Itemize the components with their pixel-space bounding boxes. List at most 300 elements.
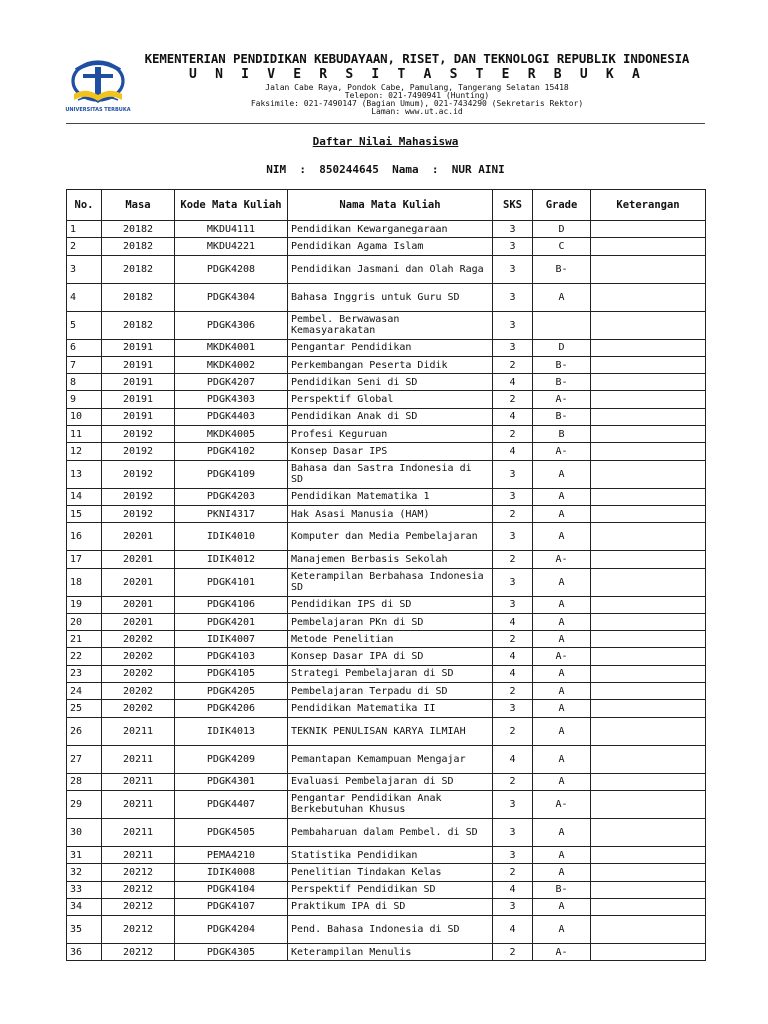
cell-grade: D — [533, 339, 591, 356]
cell-nama: Perspektif Global — [288, 391, 493, 408]
cell-masa: 20191 — [102, 374, 175, 391]
phone-line: Telepon: 021-7490941 (Hunting) — [344, 91, 490, 100]
cell-nama: Konsep Dasar IPS — [288, 443, 493, 460]
cell-grade: A — [533, 700, 591, 717]
cell-grade: A — [533, 916, 591, 944]
cell-masa: 20191 — [102, 391, 175, 408]
table-row — [67, 944, 706, 961]
cell-kode: PDGK4204 — [175, 916, 288, 944]
cell-kode: PDGK4105 — [175, 665, 288, 682]
cell-grade: A — [533, 596, 591, 613]
cell-sks: 4 — [493, 613, 533, 630]
cell-no: 28 — [67, 773, 102, 790]
cell-masa: 20182 — [102, 283, 175, 311]
cell-kode: PDGK4107 — [175, 898, 288, 915]
cell-keterangan — [591, 551, 706, 568]
cell-no: 27 — [67, 745, 102, 773]
cell-nama: Pendidikan Seni di SD — [288, 374, 493, 391]
cell-keterangan — [591, 631, 706, 648]
cell-sks: 2 — [493, 773, 533, 790]
cell-masa: 20211 — [102, 773, 175, 790]
cell-kode: PDGK4505 — [175, 818, 288, 846]
table-row — [67, 339, 706, 356]
cell-sks: 4 — [493, 745, 533, 773]
cell-sks: 4 — [493, 665, 533, 682]
table-row — [67, 488, 706, 505]
table-row — [67, 356, 706, 373]
cell-sks: 3 — [493, 221, 533, 238]
cell-no: 17 — [67, 551, 102, 568]
cell-masa: 20201 — [102, 596, 175, 613]
cell-sks: 3 — [493, 568, 533, 596]
cell-no: 34 — [67, 898, 102, 915]
cell-keterangan — [591, 339, 706, 356]
cell-keterangan — [591, 648, 706, 665]
cell-keterangan — [591, 391, 706, 408]
cell-kode: IDIK4008 — [175, 864, 288, 881]
cell-nama: Penelitian Tindakan Kelas — [288, 864, 493, 881]
cell-sks: 2 — [493, 631, 533, 648]
cell-masa: 20202 — [102, 648, 175, 665]
cell-keterangan — [591, 523, 706, 551]
cell-nama: TEKNIK PENULISAN KARYA ILMIAH — [288, 717, 493, 745]
table-header-row — [67, 190, 706, 221]
cell-masa: 20192 — [102, 426, 175, 443]
cell-kode: PDGK4306 — [175, 311, 288, 339]
cell-keterangan — [591, 408, 706, 425]
cell-keterangan — [591, 944, 706, 961]
cell-no: 2 — [67, 238, 102, 255]
cell-masa: 20202 — [102, 631, 175, 648]
table-row — [67, 881, 706, 898]
cell-no: 31 — [67, 846, 102, 863]
cell-masa: 20191 — [102, 356, 175, 373]
cell-nama: Hak Asasi Manusia (HAM) — [288, 505, 493, 522]
table-row — [67, 443, 706, 460]
cell-kode: PDGK4208 — [175, 255, 288, 283]
cell-grade: A — [533, 488, 591, 505]
cell-nama: Manajemen Berbasis Sekolah — [288, 551, 493, 568]
table-row — [67, 665, 706, 682]
table-row — [67, 391, 706, 408]
cell-grade: A — [533, 846, 591, 863]
cell-keterangan — [591, 773, 706, 790]
cell-sks: 3 — [493, 523, 533, 551]
cell-masa: 20201 — [102, 568, 175, 596]
cell-kode: PEMA4210 — [175, 846, 288, 863]
cell-grade: A — [533, 523, 591, 551]
cell-sks: 2 — [493, 864, 533, 881]
cell-nama: Pendidikan Jasmani dan Olah Raga — [288, 255, 493, 283]
cell-keterangan — [591, 596, 706, 613]
cell-no: 22 — [67, 648, 102, 665]
cell-sks: 2 — [493, 551, 533, 568]
cell-keterangan — [591, 881, 706, 898]
cell-no: 25 — [67, 700, 102, 717]
cell-grade: C — [533, 238, 591, 255]
cell-kode: PDGK4209 — [175, 745, 288, 773]
cell-no: 35 — [67, 916, 102, 944]
cell-masa: 20212 — [102, 944, 175, 961]
cell-sks: 3 — [493, 283, 533, 311]
cell-grade: A — [533, 460, 591, 488]
grades-table — [66, 189, 706, 961]
cell-no: 11 — [67, 426, 102, 443]
cell-kode: MKDU4111 — [175, 221, 288, 238]
cell-kode: PDGK4407 — [175, 790, 288, 818]
cell-masa: 20182 — [102, 238, 175, 255]
cell-nama: Pengantar Pendidikan — [288, 339, 493, 356]
student-info: NIM : 850244645 Nama : NUR AINI — [266, 163, 505, 176]
cell-no: 6 — [67, 339, 102, 356]
cell-masa: 20212 — [102, 864, 175, 881]
cell-masa: 20192 — [102, 460, 175, 488]
cell-masa: 20192 — [102, 488, 175, 505]
cell-sks: 2 — [493, 391, 533, 408]
cell-kode: IDIK4013 — [175, 717, 288, 745]
cell-sks: 2 — [493, 717, 533, 745]
table-row — [67, 505, 706, 522]
table-row — [67, 460, 706, 488]
cell-no: 33 — [67, 881, 102, 898]
cell-no: 1 — [67, 221, 102, 238]
cell-masa: 20212 — [102, 881, 175, 898]
cell-keterangan — [591, 613, 706, 630]
cell-grade: A — [533, 613, 591, 630]
table-row — [67, 613, 706, 630]
cell-grade: A- — [533, 443, 591, 460]
cell-grade: A — [533, 898, 591, 915]
cell-sks: 2 — [493, 944, 533, 961]
cell-grade: A — [533, 745, 591, 773]
cell-grade: A — [533, 773, 591, 790]
cell-grade: B- — [533, 408, 591, 425]
cell-sks: 3 — [493, 818, 533, 846]
cell-kode: MKDK4002 — [175, 356, 288, 373]
header-sks: SKS — [493, 190, 533, 221]
cell-no: 23 — [67, 665, 102, 682]
table-row — [67, 916, 706, 944]
table-row — [67, 773, 706, 790]
cell-nama: Pendidikan IPS di SD — [288, 596, 493, 613]
cell-nama: Bahasa Inggris untuk Guru SD — [288, 283, 493, 311]
cell-kode: MKDK4005 — [175, 426, 288, 443]
cell-keterangan — [591, 255, 706, 283]
cell-sks: 4 — [493, 443, 533, 460]
table-row — [67, 408, 706, 425]
cell-kode: PDGK4305 — [175, 944, 288, 961]
cell-sks: 4 — [493, 408, 533, 425]
cell-masa: 20211 — [102, 846, 175, 863]
cell-no: 13 — [67, 460, 102, 488]
cell-grade: B- — [533, 881, 591, 898]
cell-masa: 20201 — [102, 613, 175, 630]
cell-kode: PDGK4207 — [175, 374, 288, 391]
cell-nama: Keterampilan Berbahasa Indonesia SD — [288, 568, 493, 596]
cell-masa: 20212 — [102, 916, 175, 944]
header-keterangan: Keterangan — [591, 190, 706, 221]
cell-masa: 20211 — [102, 717, 175, 745]
table-row — [67, 283, 706, 311]
cell-nama: Komputer dan Media Pembelajaran — [288, 523, 493, 551]
cell-sks: 3 — [493, 255, 533, 283]
cell-kode: PDGK4203 — [175, 488, 288, 505]
cell-sks: 4 — [493, 881, 533, 898]
cell-sks: 3 — [493, 790, 533, 818]
cell-masa: 20201 — [102, 551, 175, 568]
cell-grade: A — [533, 568, 591, 596]
table-row — [67, 255, 706, 283]
cell-sks: 3 — [493, 238, 533, 255]
cell-kode: PDGK4104 — [175, 881, 288, 898]
table-row — [67, 898, 706, 915]
table-row — [67, 864, 706, 881]
cell-keterangan — [591, 898, 706, 915]
cell-no: 5 — [67, 311, 102, 339]
cell-grade: D — [533, 221, 591, 238]
cell-no: 7 — [67, 356, 102, 373]
cell-nama: Perspektif Pendidikan SD — [288, 881, 493, 898]
cell-keterangan — [591, 717, 706, 745]
header-kode: Kode Mata Kuliah — [175, 190, 288, 221]
cell-grade: A — [533, 665, 591, 682]
cell-keterangan — [591, 374, 706, 391]
cell-nama: Pendidikan Anak di SD — [288, 408, 493, 425]
cell-sks: 4 — [493, 648, 533, 665]
document-title: Daftar Nilai Mahasiswa — [312, 135, 459, 148]
header-nama: Nama Mata Kuliah — [288, 190, 493, 221]
cell-kode: MKDK4001 — [175, 339, 288, 356]
table-row — [67, 568, 706, 596]
table-row — [67, 683, 706, 700]
cell-masa: 20211 — [102, 790, 175, 818]
cell-sks: 3 — [493, 488, 533, 505]
cell-sks: 3 — [493, 339, 533, 356]
university-name: U N I V E R S I T A S T E R B U K A — [189, 67, 645, 82]
cell-no: 8 — [67, 374, 102, 391]
cell-grade: A — [533, 283, 591, 311]
cell-grade — [533, 311, 591, 339]
cell-no: 16 — [67, 523, 102, 551]
cell-keterangan — [591, 790, 706, 818]
cell-masa: 20211 — [102, 818, 175, 846]
cell-sks: 3 — [493, 898, 533, 915]
cell-nama: Pendidikan Matematika 1 — [288, 488, 493, 505]
cell-keterangan — [591, 846, 706, 863]
cell-keterangan — [591, 488, 706, 505]
table-row — [67, 221, 706, 238]
cell-keterangan — [591, 505, 706, 522]
ministry-name: KEMENTERIAN PENDIDIKAN KEBUDAYAAN, RISET, DAN TEKNOLOGI REPUBLIK INDONESIA — [144, 51, 690, 66]
cell-grade: B- — [533, 374, 591, 391]
cell-sks: 4 — [493, 916, 533, 944]
cell-nama: Pend. Bahasa Indonesia di SD — [288, 916, 493, 944]
cell-grade: A- — [533, 944, 591, 961]
header-divider — [66, 123, 705, 124]
cell-no: 10 — [67, 408, 102, 425]
cell-grade: A- — [533, 391, 591, 408]
table-row — [67, 311, 706, 339]
cell-masa: 20182 — [102, 311, 175, 339]
table-row — [67, 523, 706, 551]
cell-keterangan — [591, 238, 706, 255]
cell-keterangan — [591, 683, 706, 700]
header-masa: Masa — [102, 190, 175, 221]
cell-keterangan — [591, 700, 706, 717]
cell-masa: 20192 — [102, 505, 175, 522]
cell-kode: PDGK4102 — [175, 443, 288, 460]
cell-nama: Pemantapan Kemampuan Mengajar — [288, 745, 493, 773]
table-row — [67, 818, 706, 846]
cell-sks: 2 — [493, 426, 533, 443]
cell-kode: PDGK4101 — [175, 568, 288, 596]
cell-keterangan — [591, 443, 706, 460]
cell-no: 26 — [67, 717, 102, 745]
cell-nama: Konsep Dasar IPA di SD — [288, 648, 493, 665]
cell-no: 29 — [67, 790, 102, 818]
cell-no: 21 — [67, 631, 102, 648]
cell-kode: PKNI4317 — [175, 505, 288, 522]
cell-nama: Pendidikan Matematika II — [288, 700, 493, 717]
cell-kode: MKDU4221 — [175, 238, 288, 255]
cell-grade: B — [533, 426, 591, 443]
cell-grade: A — [533, 631, 591, 648]
cell-keterangan — [591, 665, 706, 682]
cell-nama: Pembelajaran Terpadu di SD — [288, 683, 493, 700]
cell-masa: 20191 — [102, 339, 175, 356]
cell-keterangan — [591, 568, 706, 596]
table-row — [67, 790, 706, 818]
cell-masa: 20191 — [102, 408, 175, 425]
header-grade: Grade — [533, 190, 591, 221]
cell-no: 3 — [67, 255, 102, 283]
cell-masa: 20182 — [102, 255, 175, 283]
cell-nama: Strategi Pembelajaran di SD — [288, 665, 493, 682]
cell-kode: IDIK4012 — [175, 551, 288, 568]
cell-no: 24 — [67, 683, 102, 700]
cell-sks: 3 — [493, 460, 533, 488]
cell-keterangan — [591, 221, 706, 238]
cell-keterangan — [591, 460, 706, 488]
table-row — [67, 551, 706, 568]
cell-masa: 20201 — [102, 523, 175, 551]
cell-nama: Metode Penelitian — [288, 631, 493, 648]
table-row — [67, 648, 706, 665]
cell-kode: PDGK4301 — [175, 773, 288, 790]
cell-masa: 20212 — [102, 898, 175, 915]
cell-grade: A — [533, 505, 591, 522]
cell-kode: PDGK4403 — [175, 408, 288, 425]
cell-keterangan — [591, 916, 706, 944]
cell-masa: 20192 — [102, 443, 175, 460]
cell-no: 30 — [67, 818, 102, 846]
cell-no: 4 — [67, 283, 102, 311]
table-row — [67, 426, 706, 443]
cell-keterangan — [591, 745, 706, 773]
cell-nama: Statistika Pendidikan — [288, 846, 493, 863]
cell-no: 18 — [67, 568, 102, 596]
cell-grade: A — [533, 864, 591, 881]
cell-no: 32 — [67, 864, 102, 881]
cell-kode: PDGK4103 — [175, 648, 288, 665]
header-no: No. — [67, 190, 102, 221]
cell-grade: A — [533, 717, 591, 745]
cell-nama: Bahasa dan Sastra Indonesia di SD — [288, 460, 493, 488]
cell-masa: 20202 — [102, 700, 175, 717]
table-row — [67, 374, 706, 391]
cell-no: 19 — [67, 596, 102, 613]
cell-masa: 20182 — [102, 221, 175, 238]
cell-no: 20 — [67, 613, 102, 630]
address-line: Jalan Cabe Raya, Pondok Cabe, Pamulang, Tangerang Selatan 15418 — [265, 83, 569, 92]
cell-grade: B- — [533, 255, 591, 283]
cell-grade: A- — [533, 551, 591, 568]
table-row — [67, 717, 706, 745]
cell-kode: PDGK4304 — [175, 283, 288, 311]
cell-kode: IDIK4007 — [175, 631, 288, 648]
cell-sks: 3 — [493, 846, 533, 863]
cell-masa: 20202 — [102, 665, 175, 682]
cell-masa: 20211 — [102, 745, 175, 773]
cell-kode: PDGK4303 — [175, 391, 288, 408]
cell-sks: 4 — [493, 374, 533, 391]
cell-nama: Pendidikan Kewarganegaraan — [288, 221, 493, 238]
cell-kode: PDGK4201 — [175, 613, 288, 630]
cell-sks: 2 — [493, 683, 533, 700]
cell-sks: 2 — [493, 356, 533, 373]
table-row — [67, 238, 706, 255]
cell-keterangan — [591, 864, 706, 881]
cell-nama: Perkembangan Peserta Didik — [288, 356, 493, 373]
grades-table-body — [67, 221, 706, 961]
table-row — [67, 745, 706, 773]
cell-sks: 3 — [493, 700, 533, 717]
cell-no: 15 — [67, 505, 102, 522]
cell-keterangan — [591, 356, 706, 373]
table-row — [67, 700, 706, 717]
cell-nama: Pengantar Pendidikan Anak Berkebutuhan Khusus — [288, 790, 493, 818]
cell-nama: Keterampilan Menulis — [288, 944, 493, 961]
cell-kode: PDGK4206 — [175, 700, 288, 717]
cell-sks: 2 — [493, 505, 533, 522]
cell-grade: B- — [533, 356, 591, 373]
cell-kode: PDGK4106 — [175, 596, 288, 613]
cell-no: 9 — [67, 391, 102, 408]
fax-line: Faksimile: 021-7490147 (Bagian Umum), 021-7434290 (Sekretaris Rektor) — [250, 99, 584, 108]
cell-nama: Profesi Keguruan — [288, 426, 493, 443]
cell-grade: A- — [533, 648, 591, 665]
cell-no: 36 — [67, 944, 102, 961]
table-row — [67, 596, 706, 613]
cell-kode: PDGK4205 — [175, 683, 288, 700]
table-row — [67, 846, 706, 863]
cell-masa: 20202 — [102, 683, 175, 700]
cell-nama: Pembel. Berwawasan Kemasyarakatan — [288, 311, 493, 339]
cell-kode: IDIK4010 — [175, 523, 288, 551]
cell-no: 14 — [67, 488, 102, 505]
table-row — [67, 631, 706, 648]
cell-no: 12 — [67, 443, 102, 460]
cell-sks: 3 — [493, 596, 533, 613]
cell-kode: PDGK4109 — [175, 460, 288, 488]
cell-grade: A- — [533, 790, 591, 818]
cell-nama: Pembaharuan dalam Pembel. di SD — [288, 818, 493, 846]
cell-keterangan — [591, 283, 706, 311]
cell-sks: 3 — [493, 311, 533, 339]
cell-nama: Pendidikan Agama Islam — [288, 238, 493, 255]
cell-nama: Evaluasi Pembelajaran di SD — [288, 773, 493, 790]
cell-grade: A — [533, 683, 591, 700]
